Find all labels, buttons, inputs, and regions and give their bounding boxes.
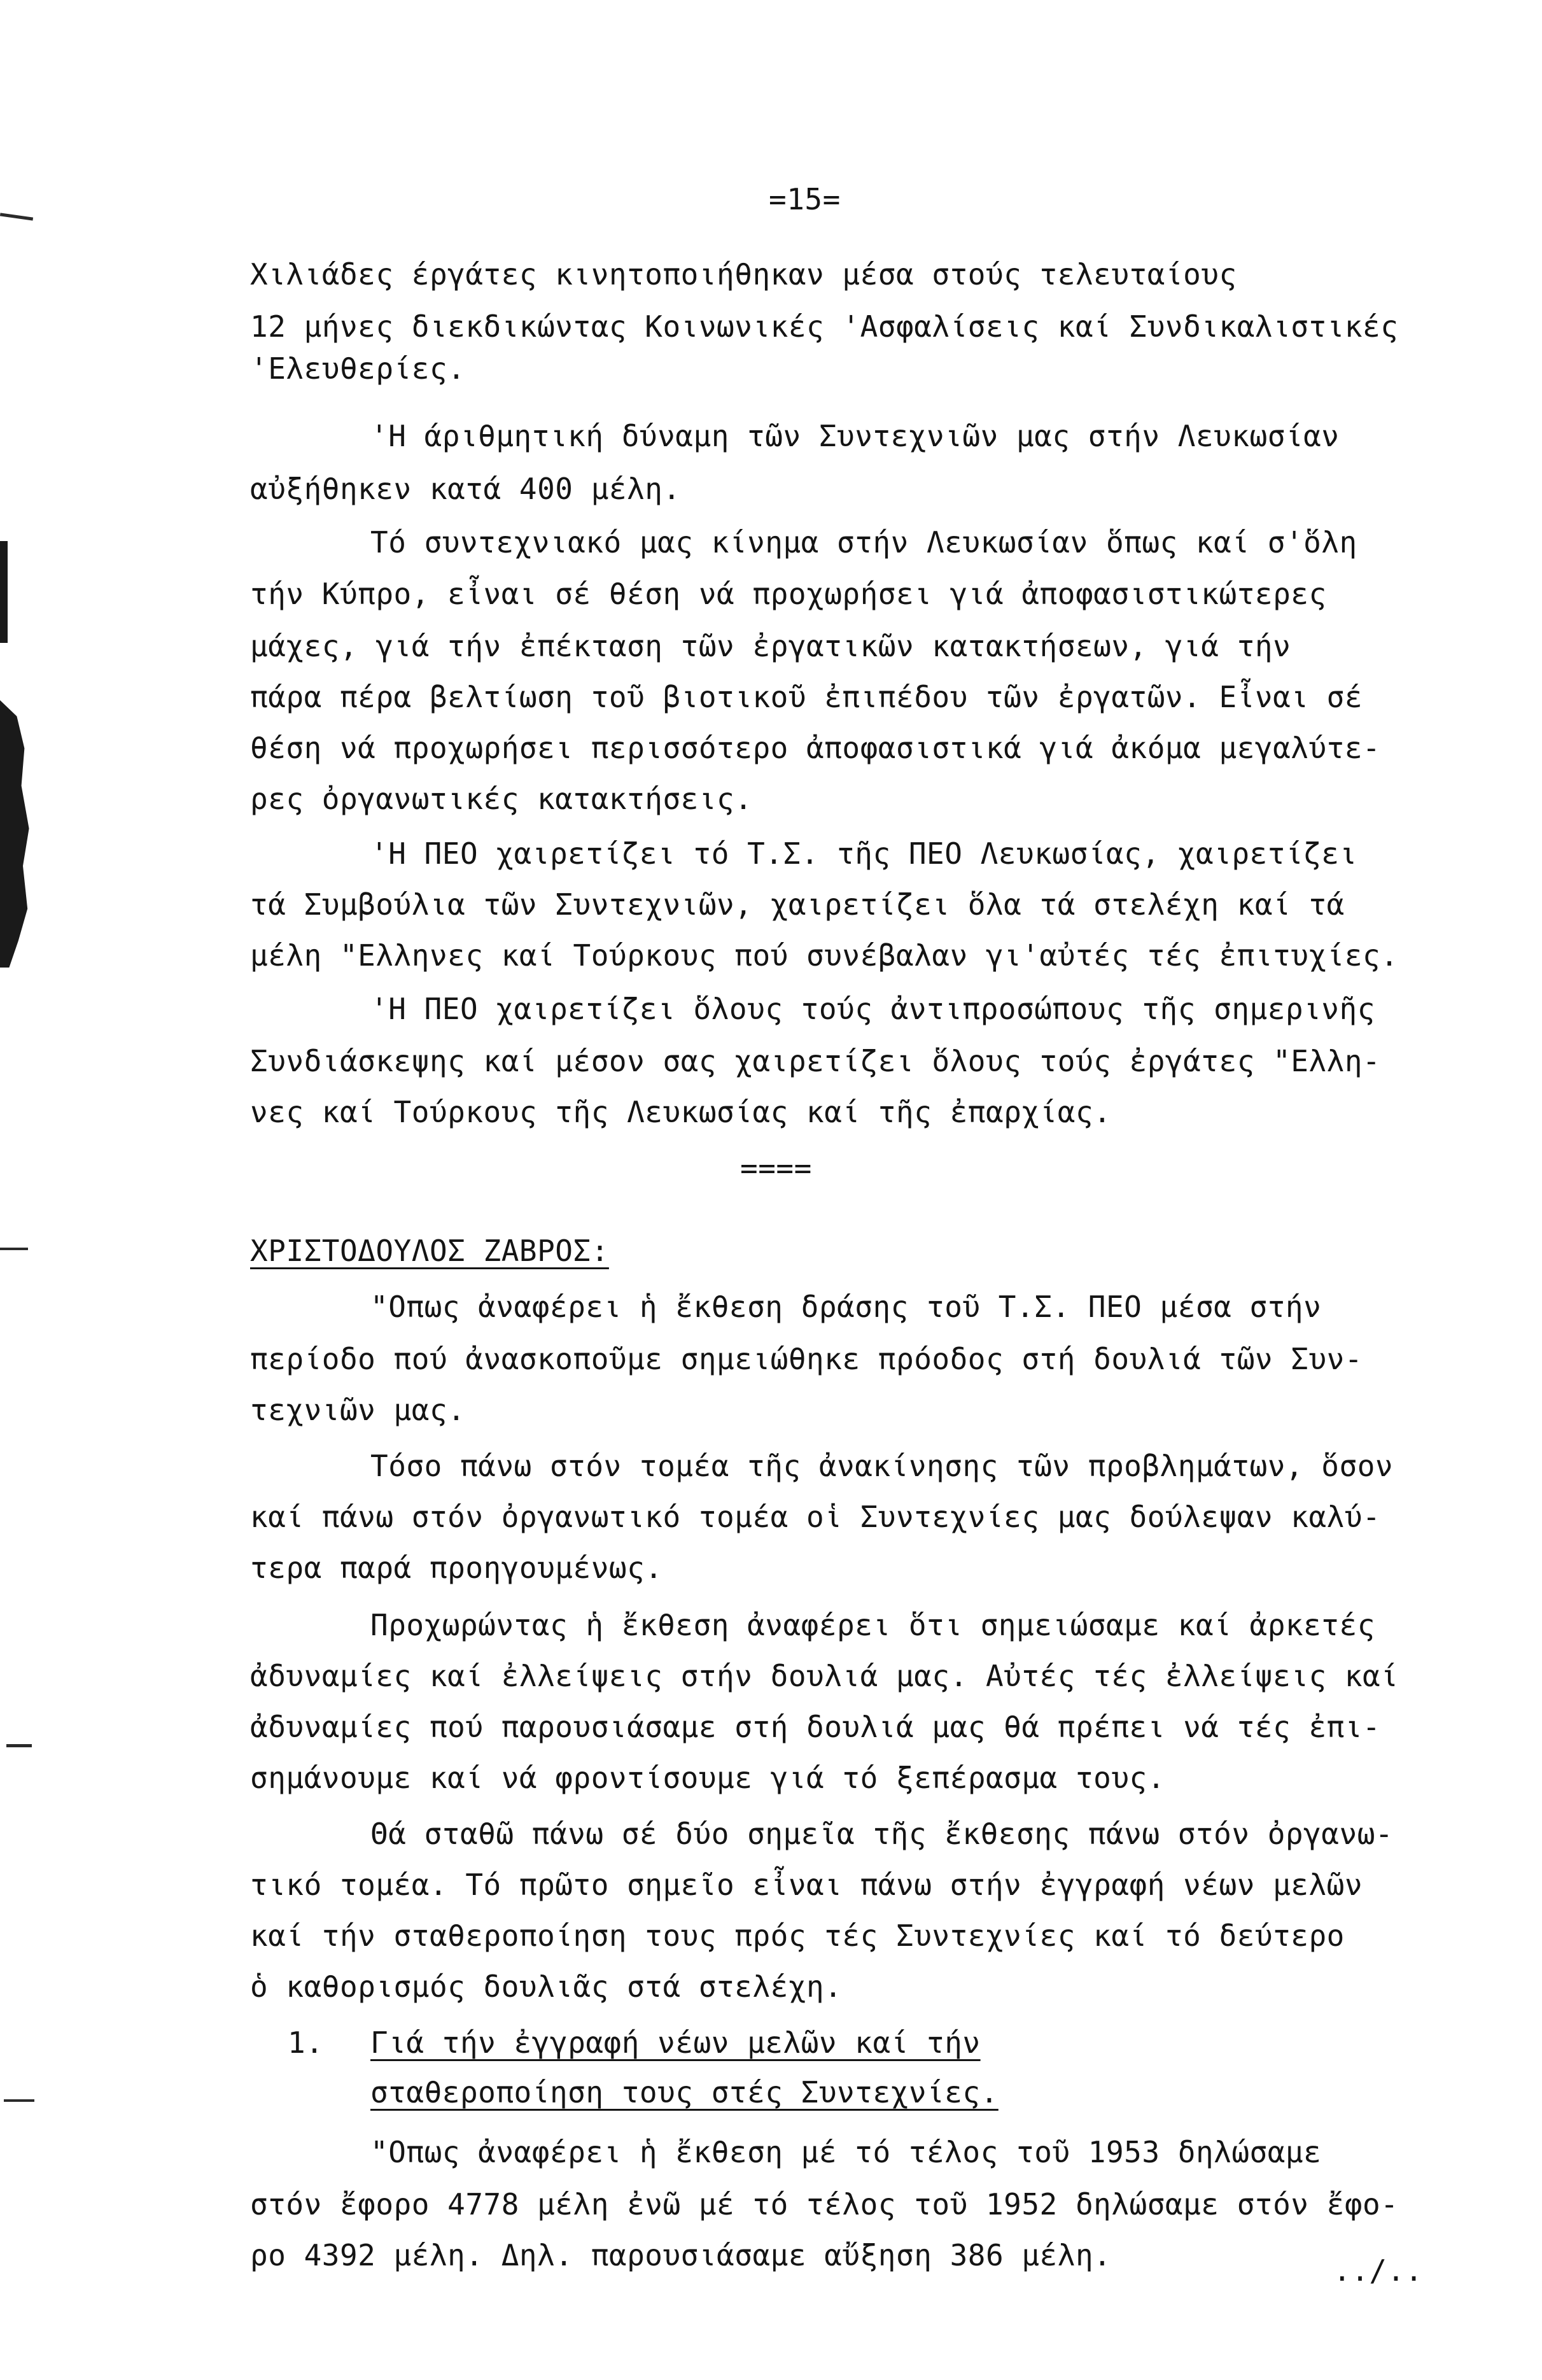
text-line: στόν ἔφορο 4778 μέλη ἐνῶ μέ τό τέλος τοῦ 1952 δηλώσαμε στόν ἔφο- <box>250 2187 1399 2222</box>
section-heading-line: Γιά τήν ἐγγραφή νέων μελῶν καί τήν <box>370 2025 981 2060</box>
scan-edge-shadow <box>0 700 31 968</box>
section-heading-line: σταθεροποίηση τους στές Συντεχνίες. <box>370 2075 999 2109</box>
text-line: 'Η άριθμητική δύναμη τῶν Συντεχνιῶν μας στήν Λευκωσίαν <box>370 419 1340 453</box>
text-line: Τό συντεχνιακό μας κίνημα στήν Λευκωσίαν ὅπως καί σ'ὅλη <box>370 525 1357 560</box>
text-line: ἀδυναμίες πού παρουσιάσαμε στή δουλιά μας θά πρέπει νά τές ἐπι- <box>250 1710 1381 1744</box>
text-line: σημάνουμε καί νά φροντίσουμε γιά τό ξεπέρασμα τους. <box>250 1761 1165 1795</box>
text-line: 'Ελευθερίες. <box>250 351 466 386</box>
text-line: Συνδιάσκεψης καί μέσον σας χαιρετίζει ὅλους τούς ἐργάτες "Ελλη- <box>250 1044 1381 1078</box>
page-number: =15= <box>769 182 841 216</box>
text-line: Χιλιάδες έργάτες κινητοποιήθηκαν μέσα στούς τελευταίους <box>250 257 1237 292</box>
text-line: καί πάνω στόν ὀργανωτικό τομέα οἱ Συντεχνίες μας δούλεψαν καλύ- <box>250 1500 1381 1534</box>
text-line: μέλη "Ελληνες καί Τούρκους πού συνέβαλαν γι'αὐτές τές ἐπιτυχίες. <box>250 938 1399 973</box>
text-line: Θά σταθῶ πάνω σέ δύο σημεῖα τῆς ἔκθεσης πάνω στόν ὀργανω- <box>370 1817 1394 1851</box>
scan-mark <box>0 1248 28 1250</box>
text-line: μάχες, γιά τήν ἐπέκταση τῶν ἐργατικῶν κατακτήσεων, γιά τήν <box>250 629 1291 663</box>
speaker-heading: ΧΡΙΣΤΟΔΟΥΛΟΣ ΖΑΒΡΟΣ: <box>250 1234 609 1268</box>
scan-edge-shadow <box>0 541 8 643</box>
continuation-mark: ../.. <box>1333 2253 1423 2288</box>
text-line: θέση νά προχωρήσει περισσότερο ἀποφασιστικά γιά ἀκόμα μεγαλύτε- <box>250 731 1381 765</box>
text-line: πάρα πέρα βελτίωση τοῦ βιοτικοῦ ἐπιπέδου τῶν ἐργατῶν. Εἶναι σέ <box>250 680 1363 714</box>
text-line: τικό τομέα. Τό πρῶτο σημεῖο εἶναι πάνω στήν ἐγγραφή νέων μελῶν <box>250 1868 1363 1902</box>
text-line: περίοδο πού ἀνασκοποῦμε σημειώθηκε πρόοδος στή δουλιά τῶν Συν- <box>250 1342 1363 1376</box>
text-line: 'Η ΠΕΟ χαιρετίζει τό Τ.Σ. τῆς ΠΕΟ Λευκωσίας, χαιρετίζει <box>370 836 1357 871</box>
text-line: τά Συμβούλια τῶν Συντεχνιῶν, χαιρετίζει ὅλα τά στελέχη καί τά <box>250 887 1345 922</box>
text-line: Προχωρώντας ἡ ἔκθεση ἀναφέρει ὅτι σημειώσαμε καί ἀρκετές <box>370 1608 1375 1642</box>
text-line: τεχνιῶν μας. <box>250 1393 466 1427</box>
text-line: 12 μήνες διεκδικώντας Κοινωνικές 'Ασφαλίσεις καί Συνδικαλιστικές <box>250 309 1399 344</box>
section-separator: ==== <box>740 1151 812 1185</box>
text-line: τήν Κύπρο, εἶναι σέ θέση νά προχωρήσει γιά ἀποφασιστικώτερες <box>250 577 1327 611</box>
text-line: ρες ὀργανωτικές κατακτήσεις. <box>250 782 753 816</box>
text-line: ρο 4392 μέλη. Δηλ. παρουσιάσαμε αὔξηση 386 μέλη. <box>250 2238 1112 2272</box>
text-line: Τόσο πάνω στόν τομέα τῆς ἀνακίνησης τῶν προβλημάτων, ὅσον <box>370 1449 1394 1483</box>
text-line: καί τήν σταθεροποίηση τους πρός τές Συντεχνίες καί τό δεύτερο <box>250 1919 1345 1953</box>
scan-mark <box>0 213 33 220</box>
text-line: τερα παρά προηγουμένως. <box>250 1551 663 1585</box>
heading-number: 1. <box>288 2025 324 2060</box>
text-line: νες καί Τούρκους τῆς Λευκωσίας καί τῆς ἐπαρχίας. <box>250 1095 1112 1129</box>
scan-mark <box>6 1744 32 1747</box>
scan-mark <box>4 2099 34 2102</box>
text-line: ὁ καθορισμός δουλιᾶς στά στελέχη. <box>250 1969 843 2004</box>
text-line: αὐξήθηκεν κατά 400 μέλη. <box>250 472 681 506</box>
text-line: ἀδυναμίες καί ἐλλείψεις στήν δουλιά μας. Αὐτές τές ἐλλείψεις καί <box>250 1659 1399 1693</box>
text-line: "Οπως ἀναφέρει ἡ ἔκθεση δράσης τοῦ Τ.Σ. ΠΕΟ μέσα στήν <box>370 1290 1322 1324</box>
text-line: 'Η ΠΕΟ χαιρετίζει ὅλους τούς ἀντιπροσώπους τῆς σημερινῆς <box>370 992 1375 1026</box>
text-line: "Οπως ἀναφέρει ἡ ἔκθεση μέ τό τέλος τοῦ 1953 δηλώσαμε <box>370 2135 1322 2169</box>
